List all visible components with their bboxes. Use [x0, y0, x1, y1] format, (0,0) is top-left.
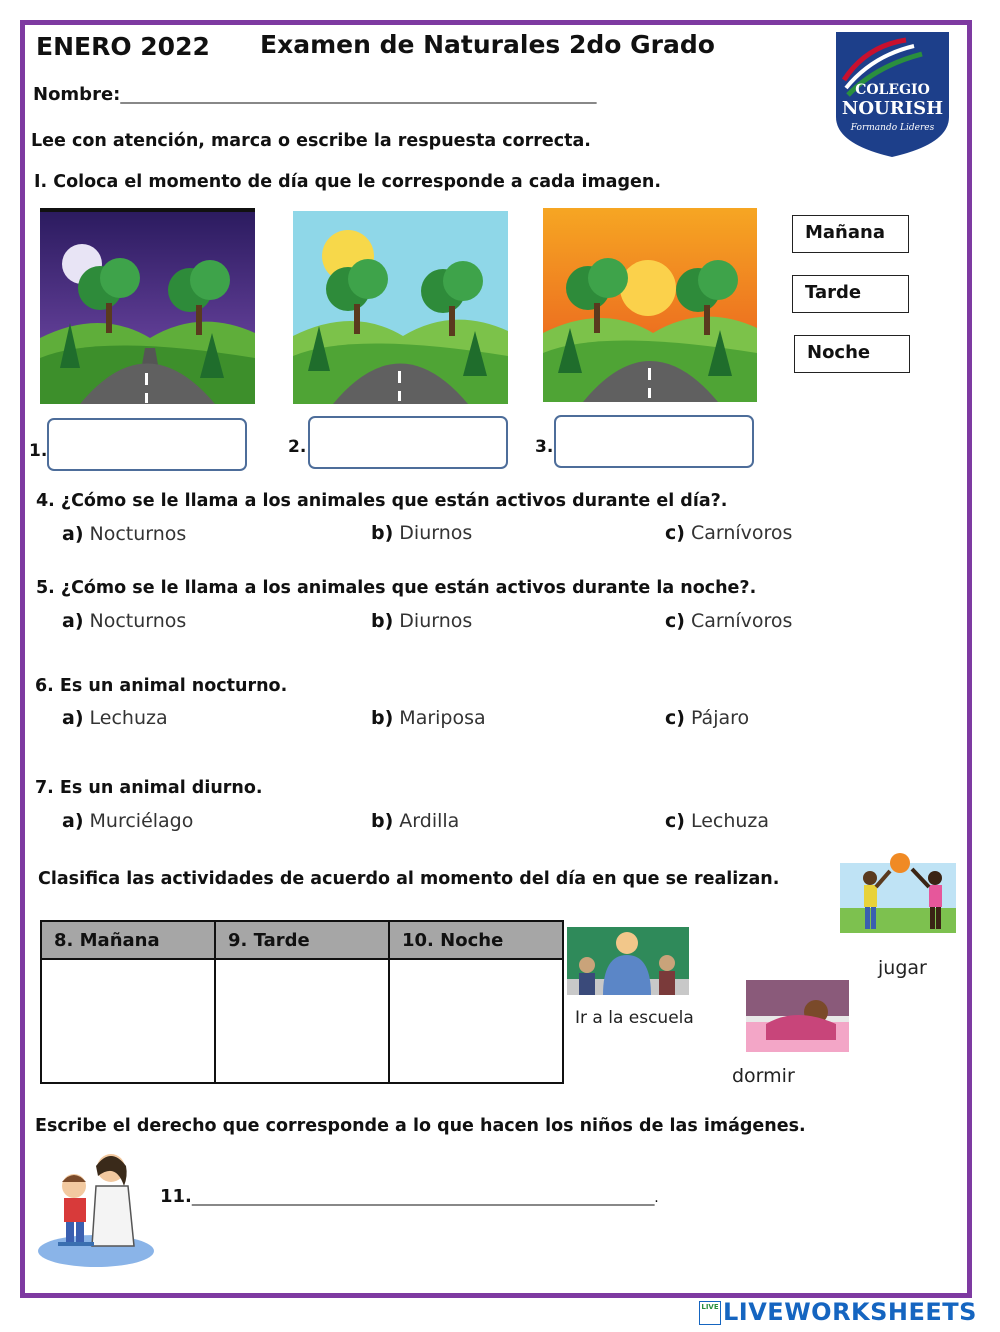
- question-5-option-b[interactable]: [371, 610, 472, 632]
- option-text: Nocturnos: [89, 610, 187, 632]
- school-logo: [836, 32, 949, 157]
- activity-escuela-label: Ir a la escuela: [575, 1008, 694, 1028]
- option-text: Murciélago: [89, 810, 194, 832]
- question-6-option-a[interactable]: [62, 707, 168, 729]
- instructions: Lee con atención, marca o escribe la respuesta correcta.: [31, 131, 591, 151]
- question-5-option-a[interactable]: [62, 610, 186, 632]
- option-letter: b): [371, 610, 394, 632]
- activity-dormir-label: dormir: [732, 1065, 795, 1087]
- rights-number: 11.: [160, 1186, 192, 1207]
- question-6-option-b[interactable]: [371, 707, 486, 729]
- rights-line: ____________________________________________________________________.: [191, 1190, 659, 1206]
- option-text: Diurnos: [399, 522, 473, 544]
- option-text: Pájaro: [690, 707, 750, 729]
- option-letter: c): [665, 610, 685, 632]
- option-letter: a): [62, 810, 84, 832]
- column-manana: 8. Mañana: [41, 921, 215, 959]
- option-noche[interactable]: Noche: [794, 335, 910, 373]
- question-7-option-c[interactable]: [665, 810, 769, 832]
- page-title: Examen de Naturales 2do Grado: [260, 30, 715, 59]
- rights-prompt: Escribe el derecho que corresponde a lo que hacen los niños de las imágenes.: [35, 1116, 806, 1136]
- question-7: 7. Es un animal diurno.: [35, 778, 263, 798]
- drop-zone-manana[interactable]: [41, 959, 215, 1083]
- classify-header-row: [41, 921, 563, 959]
- option-letter: a): [62, 707, 84, 729]
- question-6: 6. Es un animal nocturno.: [35, 676, 288, 696]
- logo-line2: NOURISH: [841, 98, 944, 119]
- doctor-visit-image: [36, 1146, 156, 1268]
- name-input[interactable]: [120, 80, 814, 108]
- liveworksheets-brand: LIVEWORKSHEETS: [723, 1298, 977, 1326]
- answer-2-box[interactable]: [308, 416, 508, 469]
- question-4-option-b[interactable]: [371, 522, 472, 544]
- answer-3-box[interactable]: [554, 415, 754, 468]
- logo-line1: COLEGIO: [855, 82, 930, 98]
- option-text: Mariposa: [399, 707, 486, 729]
- rights-input[interactable]: [190, 1182, 849, 1210]
- option-manana[interactable]: Mañana: [792, 215, 909, 253]
- option-letter: a): [62, 523, 84, 545]
- children-playing-image[interactable]: [840, 853, 956, 941]
- option-letter: a): [62, 610, 84, 632]
- activity-jugar-label: jugar: [878, 957, 927, 979]
- question-7-option-a[interactable]: [62, 810, 193, 832]
- section1-prompt: I. Coloca el momento de día que le corresponde a cada imagen.: [34, 172, 661, 192]
- option-text: Nocturnos: [89, 523, 187, 545]
- afternoon-scene-image: [543, 208, 757, 402]
- option-letter: b): [371, 522, 394, 544]
- question-5: 5. ¿Cómo se le llama a los animales que están activos durante la noche?.: [36, 578, 757, 598]
- classify-prompt: Clasifica las actividades de acuerdo al momento del día en que se realizan.: [38, 869, 780, 889]
- option-letter: b): [371, 810, 394, 832]
- drop-zone-tarde[interactable]: [215, 959, 389, 1083]
- option-text: Carnívoros: [690, 610, 793, 632]
- exam-date: ENERO 2022: [36, 32, 210, 61]
- name-label: Nombre:: [33, 84, 121, 105]
- drop-zone-noche[interactable]: [389, 959, 563, 1083]
- sleeping-image[interactable]: [746, 980, 849, 1052]
- option-text: Lechuza: [89, 707, 168, 729]
- question-7-option-b[interactable]: [371, 810, 459, 832]
- name-line: ______________________________________________________________________: [120, 88, 597, 104]
- answer-3-number: 3.: [535, 437, 554, 457]
- school-image[interactable]: [567, 927, 689, 995]
- column-noche: 10. Noche: [389, 921, 563, 959]
- option-text: Ardilla: [399, 810, 460, 832]
- option-text: Lechuza: [690, 810, 770, 832]
- question-5-option-c[interactable]: [665, 610, 792, 632]
- question-4: 4. ¿Cómo se le llama a los animales que están activos durante el día?.: [36, 491, 728, 511]
- column-tarde: 9. Tarde: [215, 921, 389, 959]
- liveworksheets-badge: LIVE: [699, 1301, 721, 1325]
- answer-2-number: 2.: [288, 437, 307, 457]
- option-text: Carnívoros: [690, 522, 793, 544]
- classify-drop-row: [41, 959, 563, 1083]
- option-letter: b): [371, 707, 394, 729]
- question-6-option-c[interactable]: [665, 707, 749, 729]
- classify-table: [40, 920, 564, 1084]
- option-letter: c): [665, 522, 685, 544]
- option-letter: c): [665, 810, 685, 832]
- night-scene-image: [40, 208, 255, 404]
- answer-1-number: 1.: [29, 441, 48, 461]
- option-letter: c): [665, 707, 685, 729]
- question-4-option-c[interactable]: [665, 522, 792, 544]
- logo-tagline: Formando Lideres: [850, 123, 935, 133]
- morning-scene-image: [293, 211, 508, 404]
- option-text: Diurnos: [399, 610, 473, 632]
- answer-1-box[interactable]: [47, 418, 247, 471]
- option-tarde[interactable]: Tarde: [792, 275, 909, 313]
- question-4-option-a[interactable]: [62, 523, 186, 545]
